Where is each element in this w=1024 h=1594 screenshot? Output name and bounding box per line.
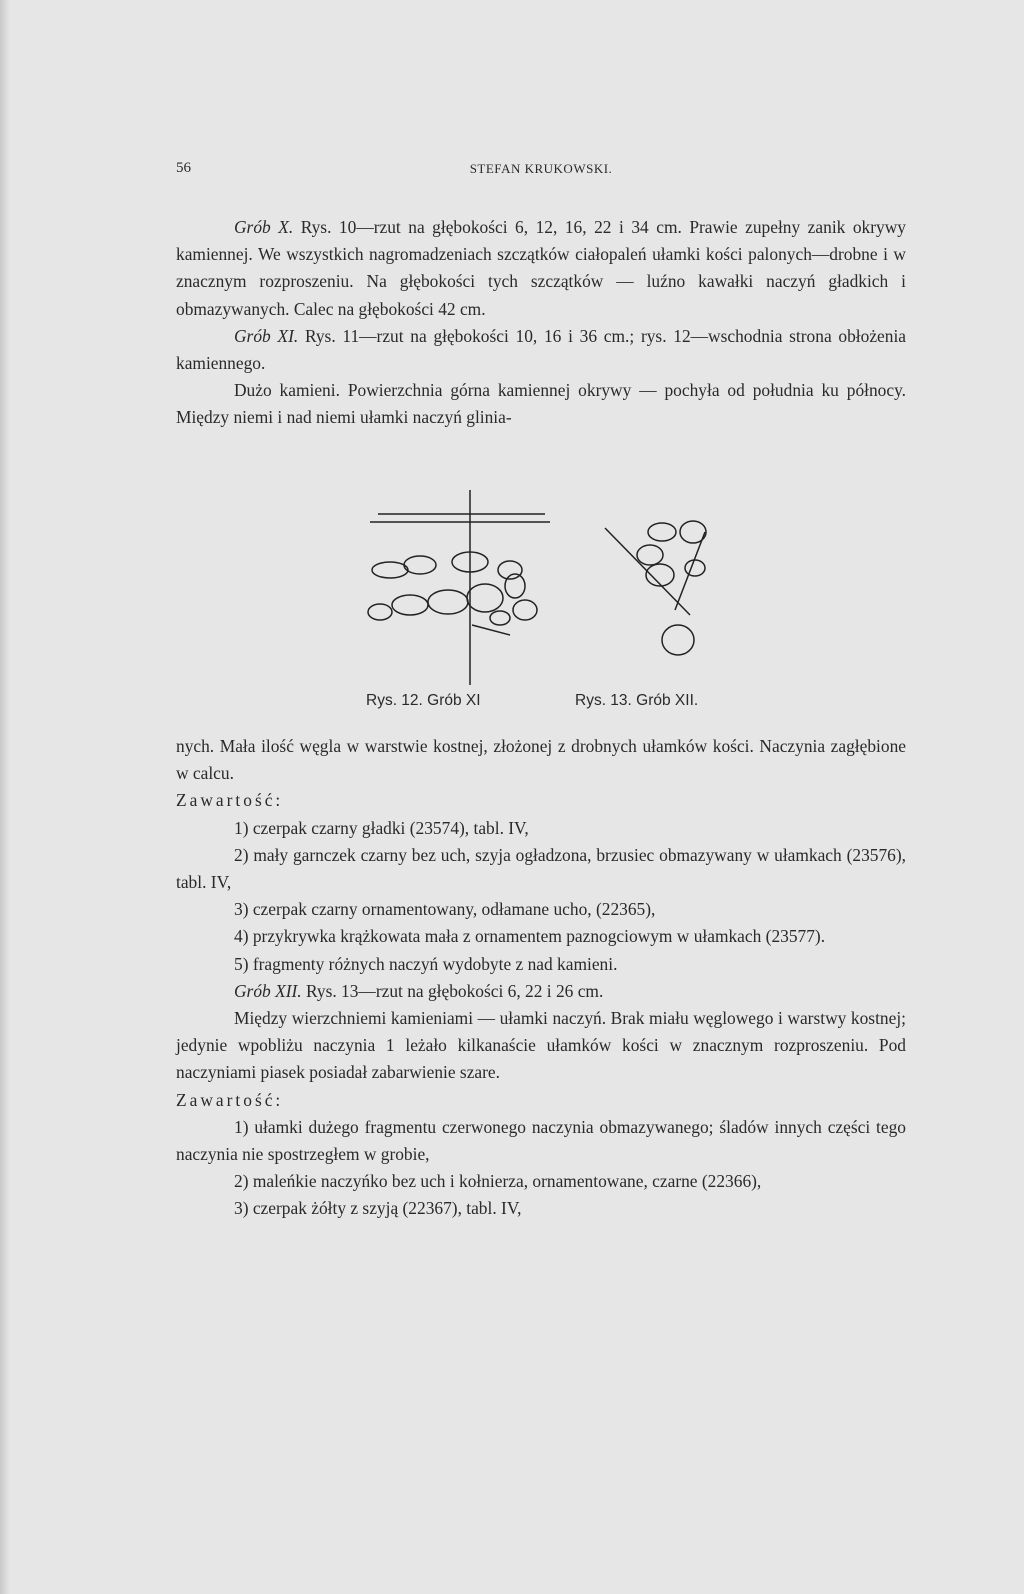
fig13-vessel <box>680 521 706 543</box>
page-left-edge <box>0 0 10 1594</box>
fig12-line <box>472 625 510 635</box>
paragraph-grave-xi <box>176 323 906 377</box>
figure-13-drawing <box>605 521 706 655</box>
paragraph-grave-xii <box>176 978 906 1005</box>
paragraph-grave-x <box>176 214 906 323</box>
contents-1-item: 4) przykrywka krążkowata mała z ornamentem paznogciowym w ułamkach (23577). <box>234 926 826 947</box>
contents-2-item: 2) maleńkie naczyńko bez uch i kołnierza, ornamentowane, czarne (22366), <box>234 1171 762 1192</box>
upper-text <box>176 214 906 432</box>
figure-12-caption: Rys. 12. Grób XI <box>366 692 481 709</box>
fig12-stone <box>513 600 537 620</box>
fig13-vessel <box>637 545 663 565</box>
figure-12-drawing <box>368 490 550 685</box>
fig13-vessel <box>662 625 694 655</box>
contents-1-item: 1) czerpak czarny gładki (23574), tabl. IV, <box>234 817 529 838</box>
fig12-stone <box>428 590 468 614</box>
grave-xii-label: Grób XII. <box>234 980 302 1001</box>
contents-2-item: 1) ułamki dużego fragmentu czerwonego naczynia obmazywanego; śladów innych części tego naczynia nie spostrzegłem w grobie, <box>176 1116 906 1165</box>
contents-heading-2: Zawartość: <box>176 1089 284 1110</box>
fig12-stone <box>392 595 428 615</box>
grave-xi-text: Rys. 11—rzut na głębokości 10, 16 i 36 cm.; rys. 12—wschodnia strona obłożenia kamiennego. <box>176 325 906 374</box>
fig13-vessel <box>648 523 676 541</box>
grave-x-label: Grób X. <box>234 217 294 237</box>
fig12-stone <box>467 584 503 612</box>
contents-1-item: 5) fragmenty różnych naczyń wydobyte z nad kamieni. <box>234 953 618 974</box>
running-head: STEFAN KRUKOWSKI. <box>469 161 613 176</box>
figure-13-caption: Rys. 13. Grób XII. <box>575 692 699 709</box>
fig12-stone <box>372 562 408 578</box>
contents-2-item: 3) czerpak żółty z szyją (22367), tabl. IV, <box>234 1198 522 1219</box>
figures-area <box>360 490 760 720</box>
paragraph-grave-xi-desc: Dużo kamieni. Powierzchnia górna kamiennej okrywy — pochyła od południa ku północy. Między niemi i nad niemi ułamki naczyń glinia- <box>176 380 906 428</box>
grave-x-text: Rys. 10—rzut na głębokości 6, 12, 16, 22 i 34 cm. Prawie zupełny zanik okrywy kamiennej. We wszystkich nagromadzeniach szczątków ciałopaleń ułamki kości palonych—drobne i w znacznym rozproszeniu. Na głębokości tych szczątków — luźno kawałki naczyń gładkich i obmazywanych. Calec na głębokości 42 cm. <box>176 217 906 319</box>
fig13-vessel <box>685 560 705 576</box>
fig12-stone <box>490 611 510 625</box>
contents-1-item: 2) mały garnczek czarny bez uch, szyja ogładzona, brzusiec obmazywany w ułamkach (23576), tabl. IV, <box>176 844 906 893</box>
contents-1-item: 3) czerpak czarny ornamentowany, odłamane ucho, (22365), <box>234 899 656 920</box>
figure-drawings <box>360 490 760 690</box>
lower-text <box>176 733 906 1223</box>
fig12-stone <box>404 556 436 574</box>
grave-xi-label: Grób XI. <box>234 325 299 346</box>
continuation-paragraph: nych. Mała ilość węgla w warstwie kostnej, złożonej z drobnych ułamków kości. Naczynia zagłębione w calcu. <box>176 736 906 784</box>
contents-heading-1: Zawartość: <box>176 790 284 811</box>
grave-xii-text: Rys. 13—rzut na głębokości 6, 22 i 26 cm. <box>301 980 604 1001</box>
fig13-line <box>675 532 705 610</box>
paragraph-grave-xii-desc: Między wierzchniemi kamieniami — ułamki naczyń. Brak miału węglowego i warstwy kostnej; jedynie wpobliżu naczynia 1 leżało kilkanaście ułamków kości w znacznym rozproszeniu. Pod naczyniami piasek posiadał zabarwienie szare. <box>176 1008 906 1083</box>
page-number: 56 <box>176 160 191 176</box>
page-header <box>176 160 906 184</box>
fig12-stone <box>368 604 392 620</box>
